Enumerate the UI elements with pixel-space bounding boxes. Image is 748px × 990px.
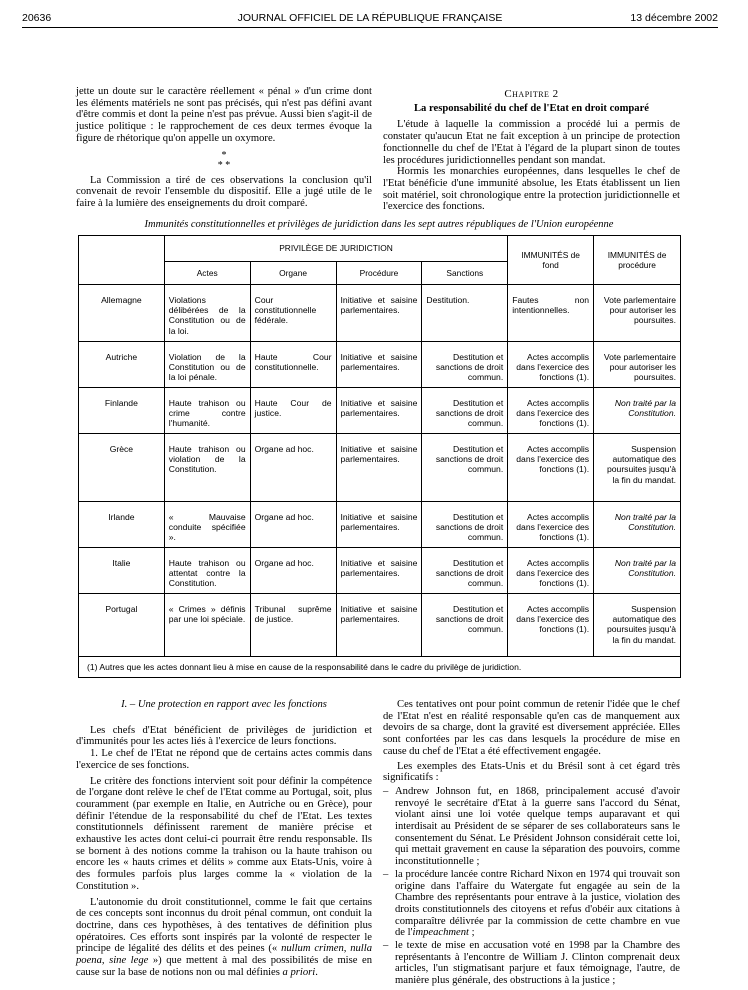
country-cell: Autriche	[79, 342, 165, 388]
header-actes: Actes	[164, 262, 250, 285]
country-cell: Irlande	[79, 502, 165, 548]
table-row: Portugal « Crimes » définis par une loi spéciale. Tribunal suprême de justice. Initiative et saisine parlementaires. Destitution et sanctions de droit commun. Actes accomplis dans l'exercice des fonctions (1). Suspension automatique des poursuites jusqu'à la fin du mandat.	[79, 594, 681, 657]
top-right-column	[383, 89, 680, 213]
section-title: I. – Une protection en rapport avec les fonctions	[121, 699, 327, 710]
header-rule	[22, 27, 718, 28]
group-header: PRIVILÈGE DE JURIDICTION	[164, 236, 507, 262]
page-number: 20636	[22, 12, 52, 24]
country-cell: Portugal	[79, 594, 165, 657]
table-row: Italie Haute trahison ou attentat contre la Constitution. Organe ad hoc. Initiative et saisine parlementaires. Destitution et sanctions de droit commun. Actes accomplis dans l'exercice des fonctions (1). Non traité par la Constitution.	[79, 548, 681, 594]
chapter-title: La responsabilité du chef de l'Etat en droit comparé	[413, 102, 650, 114]
table-row: Finlande Haute trahison ou crime contre l'humanité. Haute Cour de justice. Initiative et saisine parlementaires. Destitution et sanctions de droit commun. Actes accomplis dans l'exercice des fonctions (1). Non traité par la Constitution.	[79, 388, 681, 434]
paragraph: Les chefs d'Etat bénéficient de privilèges de juridiction et d'immunités pour les actes liés à l'exercice de leurs fonctions.	[76, 724, 372, 748]
paragraph: jette un doute sur le caractère réellement « pénal » d'un crime dont les éléments matériels ne sont pas précisés, qui n'est pas défini avant d'être commis et dont la peine n'est pas prévue. Aussi bien s'agit-il de justice politique : le rapprochement de ces deux termes évoque la figure de rhétorique qu'on appelle un oxymore.	[76, 86, 372, 144]
table-footnote: (1) Autres que les actes donnant lieu à mise en cause de la responsabilité dans le cadre du privilège de juridiction.	[79, 657, 681, 678]
top-left-column	[76, 86, 372, 210]
bottom-right-column	[383, 699, 680, 988]
list-item: – la procédure lancée contre Richard Nixon en 1974 qui trouvait son origine dans l'affaire du Watergate fut engagée au sein de la Chambre des représentants pour entrave à la justice, violation des droits constitutionnels des citoyens et refus d'obéir aux citations à comparaître délivrée par la commission de cette chambre en vue de l'impeachment ;	[383, 868, 680, 939]
header-sanctions: Sanctions	[422, 262, 508, 285]
table-row: Irlande « Mauvaise conduite spécifiée ». Organe ad hoc. Initiative et saisine parlementaires. Destitution et sanctions de droit commun. Actes accomplis dans l'exercice des fonctions (1). Non traité par la Constitution.	[79, 502, 681, 548]
table-caption: Immunités constitutionnelles et privilèges de juridiction dans les sept autres républiques de l'Union européenne	[144, 219, 614, 230]
table-row: Allemagne Violations délibérées de la Constitution ou de la loi. Cour constitutionnelle fédérale. Initiative et saisine parlementaires. Destitution. Fautes non intentionnelles. Vote parlementaire pour autoriser les poursuites.	[79, 285, 681, 342]
list-item: – le texte de mise en accusation voté en 1998 par la Chambre des représentants à l'encontre de William J. Clinton comprenait deux articles, l'un stigmatisant parjure et faux témoignage, l'autre, de manière plus générale, des obstructions à la justice ;	[383, 940, 680, 987]
chapter-label: Chapitre 2	[504, 88, 559, 100]
example-list	[383, 786, 680, 987]
country-cell: Allemagne	[79, 285, 165, 342]
country-cell: Finlande	[79, 388, 165, 434]
table-row: Autriche Violation de la Constitution ou de la loi pénale. Haute Cour constitutionnelle. Initiative et saisine parlementaires. Destitution et sanctions de droit commun. Actes accomplis dans l'exercice des fonctions (1). Vote parlementaire pour autoriser les poursuites.	[79, 342, 681, 388]
immunities-table	[78, 235, 681, 678]
paragraph: Les exemples des Etats-Unis et du Brésil sont à cet égard très significatifs :	[383, 760, 680, 784]
country-cell: Grèce	[79, 434, 165, 502]
table-row: Grèce Haute trahison ou violation de la Constitution. Organe ad hoc. Initiative et saisine parlementaires. Destitution et sanctions de droit commun. Actes accomplis dans l'exercice des fonctions (1). Suspension automatique des poursuites jusqu'à la fin du mandat.	[79, 434, 681, 502]
country-cell: Italie	[79, 548, 165, 594]
header-immunites-fond: IMMUNITÉS de fond	[508, 236, 594, 285]
bottom-left-column	[76, 699, 372, 978]
paragraph: Hormis les monarchies européennes, dans lesquelles le chef de l'Etat bénéficie d'une immunité absolue, les Etats établissent un lien soit matériel, soit chronologique entre la protection juridictionnelle et l'exercice des fonctions.	[383, 166, 680, 213]
table-corner	[79, 236, 165, 285]
paragraph: L'autonomie du droit constitutionnel, comme le fait que certains de ces concepts sont inconnus du droit pénal commun, ont conduit la doctrine, dans ces hypothèses, à des tentatives de définition plus opératoires. Ces efforts sont inspirés par la volonté de respecter le principe de légalité des délits et des peines (« nullum crimen, nulla poena, sine lege ») que mettent à mal des possibilités de mise en cause sur la base de notions non ou mal définies a priori.	[76, 896, 372, 978]
paragraph: Ces tentatives ont pour point commun de retenir l'idée que le chef de l'Etat n'est en réalité responsable qu'en cas de manquement aux devoirs de sa charge, dont la gravité est diversement appréciée. Elles sont confortées par les cas dans lesquels la procédure de mise en cause du chef de l'Etat a été effectivement engagée.	[383, 699, 680, 757]
paragraph: La Commission a tiré de ces observations la conclusion qu'il convenait de revoir l'ensemble du dispositif. Elle a jugé utile de le faire à la lumière des enseignements du droit comparé.	[76, 174, 372, 209]
journal-title: JOURNAL OFFICIEL DE LA RÉPUBLIQUE FRANÇAISE	[237, 12, 503, 24]
header-procedure: Procédure	[336, 262, 422, 285]
issue-date: 13 décembre 2002	[630, 12, 718, 24]
paragraph: 1. Le chef de l'Etat ne répond que de certains actes commis dans l'exercice de ses fonctions.	[76, 748, 372, 771]
header-immunites-procedure: IMMUNITÉS de procédure	[594, 236, 681, 285]
separator-stars: * * *	[217, 149, 231, 171]
list-item: – Andrew Johnson fut, en 1868, principalement accusé d'avoir renvoyé le secrétaire d'Etat à la guerre sans l'accord du Sénat, violant ainsi une loi votée quelque temps auparavant et qui interdisait au Président de se séparer de ses collaborateurs sans le consentement du Sénat. Le Président Johnson considérait cette loi, qui mettait gravement en cause la séparation des pouvoirs, comme inconstitutionnelle ;	[383, 785, 680, 868]
paragraph: L'étude à laquelle la commission a procédé lui a permis de constater qu'aucun Etat ne fait exception à un principe de protection fonctionnelle du chef de l'Etat à l'égard de la plupart sinon de toutes les procédures juridictionnelles pendant son mandat.	[383, 119, 680, 166]
header-organe: Organe	[250, 262, 336, 285]
page-header	[22, 12, 718, 28]
paragraph: Le critère des fonctions intervient soit pour définir la compétence de l'organe dont relève le chef de l'Etat comme au Portugal, soit, plus couramment (par exemple en Italie, en Autriche ou en Grèce), pour définir l'étendue de la responsabilité du chef de l'Etat. Les textes constitutionnels définissent rarement de manière précise et exhaustive les actes dont celui-ci pourrait être rendu responsable. Ils se bornent à des notions comme la trahison ou la haute trahison ou encore les « hauts crimes et délits » comme aux Etats-Unis, voire à des formules parfois plus larges comme la « violation de la Constitution ».	[76, 775, 372, 892]
